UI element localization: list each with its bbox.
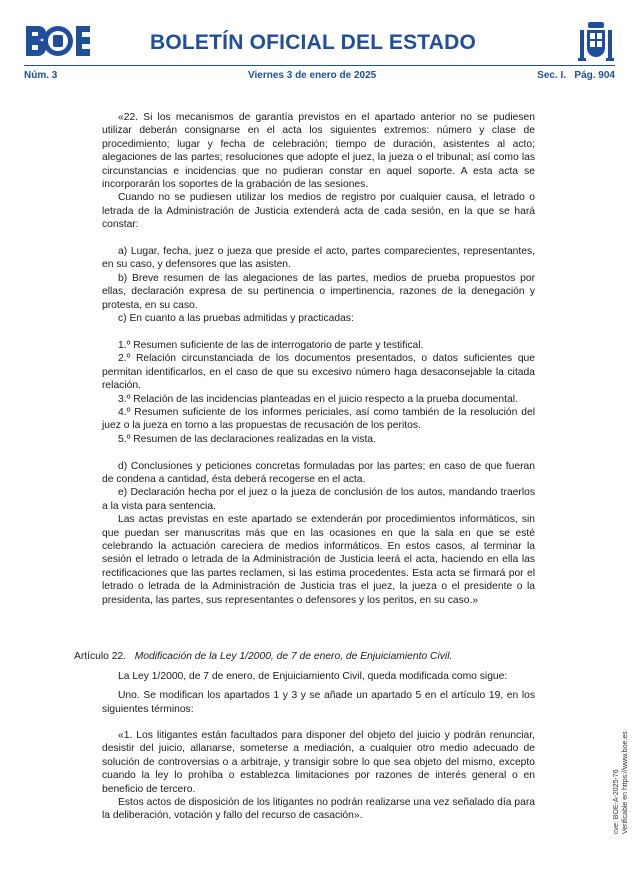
document-body-2 <box>102 670 535 716</box>
list-item: 3.º Relación de las incidencias planteadas en el juicio respecto a la prueba documental. <box>118 393 518 405</box>
issue-number: Núm. 3 <box>24 70 58 81</box>
article-label: Artículo 22. <box>74 651 127 662</box>
verification-note <box>612 731 630 834</box>
coat-of-arms-icon <box>578 20 614 64</box>
paragraph: La Ley 1/2000, de 7 de enero, de Enjuiciamiento Civil, queda modificada como sigue: <box>118 671 508 682</box>
list-item: 4.º Resumen suficiente de los informes periciales, así como también de la resolución del juez o la jueza en torno a las propuestas de recusación de los peritos. <box>102 406 535 432</box>
issue-date: Viernes 3 de enero de 2025 <box>248 70 377 81</box>
paragraph: Estos actos de disposición de los litigantes no podrán realizarse una vez señalado día para la deliberación, votación y fallo del recurso de casación». <box>102 797 535 822</box>
list-item: c) En cuanto a las pruebas admitidas y practicadas: <box>118 313 354 325</box>
page-header <box>0 0 639 90</box>
paragraph: Cuando no se pudiesen utilizar los medios de registro por cualquier causa, el letrado o letrada de la Administración de Justicia extenderá acta de cada sesión, en la que se hará constar: <box>102 192 535 231</box>
list-item: a) Lugar, fecha, juez o jueza que preside el acto, partes comparecientes, representantes, en su caso, y defensores que las asisten. <box>102 246 535 271</box>
boe-logo <box>24 24 92 58</box>
list-item: 5.º Resumen de las declaraciones realizadas en la vista. <box>118 433 376 445</box>
paragraph: «22. Si los mecanismos de garantía previstos en el apartado anterior no se pudiesen utilizar deberán consignarse en el acta los siguientes extremos: número y clase de procedimiento; lugar y fecha de celebración; tiempo de duración, asistentes al acto; alegaciones de las partes; resoluciones que adopte el juez, la jueza o el tribunal; así como las circunstancias e incidencias que no pudieran constar en aquel soporte. A esta acta se incorporarán los soportes de la grabación de las sesiones. <box>102 112 535 191</box>
list-item: 2.º Relación circunstanciada de los documentos presentados, o datos suficientes que permitan identificarlos, en el caso de que su excesivo número haga desaconsejable la citada relación. <box>102 353 535 392</box>
list-item: d) Conclusiones y peticiones concretas formuladas por las partes; en caso de que fueran de condena a cantidad, ésta deberá recogerse en el acta. <box>102 460 535 485</box>
list-item: e) Declaración hecha por el juez o la jueza de conclusión de los autos, mandando traerlos a la vista para sentencia. <box>102 487 535 512</box>
article-heading <box>74 650 452 663</box>
section-page: Sec. I. Pág. 904 <box>537 70 615 81</box>
paragraph: «1. Los litigantes están facultados para disponer del objeto del juicio y podrán renunciar, desistir del juicio, allanarse, someterse a mediación, a cualquier otro medio adecuado de solución de controversias o a arbitraje, y transigir sobre lo que sea objeto del mismo, excepto cuando la ley lo prohíba o establezca limitaciones por razones de interés general o en beneficio de tercero. <box>102 730 535 795</box>
paragraph: Uno. Se modifican los apartados 1 y 3 y se añade un apartado 5 en el artículo 19, en los siguientes términos: <box>102 690 535 715</box>
cve-code: cve: BOE-A-2025-76 <box>613 769 620 834</box>
page-title: BOLETÍN OFICIAL DEL ESTADO <box>150 31 477 54</box>
document-body <box>102 111 535 607</box>
list-item: 1.º Resumen suficiente de las de interrogatorio de parte y testifical. <box>118 339 424 351</box>
list-item: b) Breve resumen de las alegaciones de las partes, medios de prueba propuestos por ellas, declaración expresa de su pertinencia o impertinencia, razones de la denegación y protesta, en su caso. <box>102 272 535 311</box>
header-divider <box>24 65 615 66</box>
article-subject: Modificación de la Ley 1/2000, de 7 de enero, de Enjuiciamiento Civil. <box>134 651 453 662</box>
paragraph: Las actas previstas en este apartado se extenderán por procedimientos informáticos, sin que puedan ser manuscritas más que en las ocasiones en que la sala en que se esté celebrando la actuación careciera de medios informáticos. En estos casos, al terminar la sesión el letrado o letrada de la Administración de Justicia leerá el acta, haciendo en ella las rectificaciones que las partes reclamen, si las estima procedentes. Esta acta se firmará por el letrado o letrada de la Administración de Justicia tras el juez, la jueza o el presidente o la presidenta, las partes, sus representantes o defensores y los peritos, en su caso.» <box>102 514 535 606</box>
document-body-3 <box>102 729 535 823</box>
verification-link[interactable]: Verificable en https://www.boe.es <box>622 731 629 834</box>
